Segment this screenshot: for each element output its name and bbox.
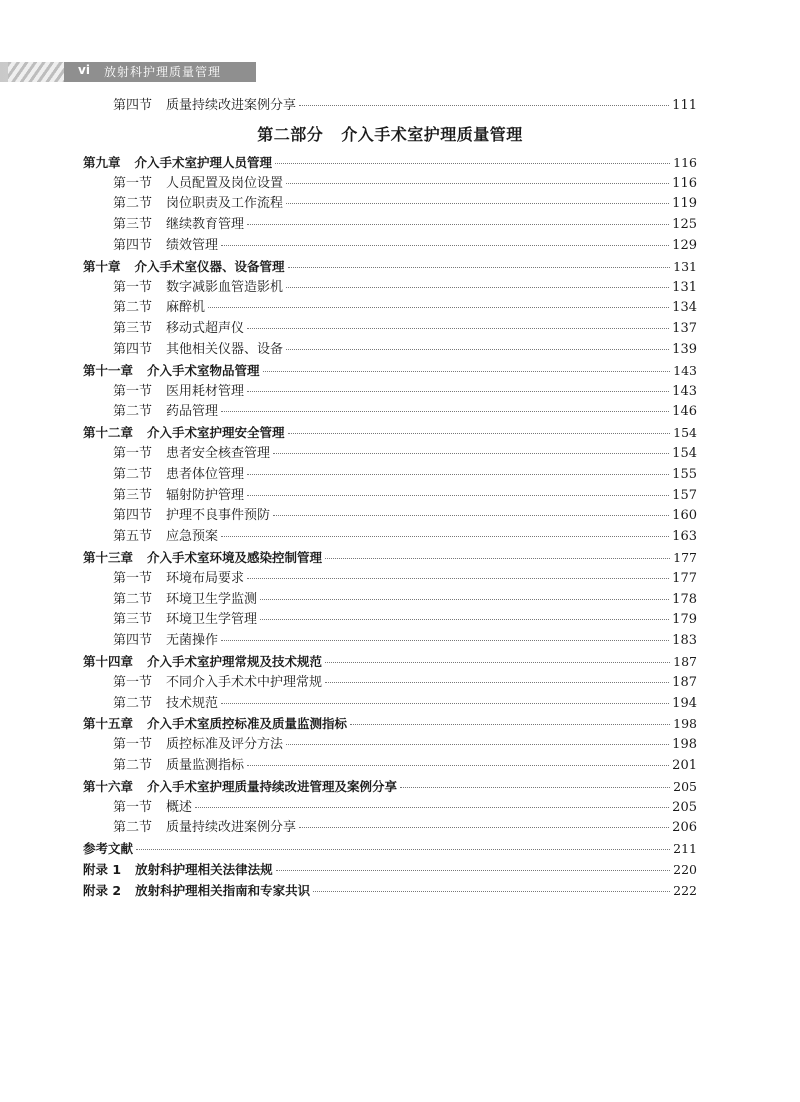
dot-leader [221, 535, 669, 537]
section-label: 第一节 [113, 445, 153, 461]
toc-entry-section[interactable] [83, 96, 697, 117]
section-label: 第二节 [113, 404, 153, 420]
toc-entry-section[interactable] [83, 298, 697, 319]
section-label: 附录 2 [83, 882, 122, 898]
dot-leader [221, 702, 669, 704]
page-number: 160 [672, 508, 697, 524]
page-number: 116 [673, 154, 697, 170]
dot-leader [260, 618, 669, 620]
toc-entry-chapter[interactable] [83, 153, 697, 174]
dot-leader [273, 514, 669, 516]
page-number: 146 [672, 404, 697, 420]
dot-leader [325, 661, 670, 663]
toc-entry-section[interactable] [83, 631, 697, 652]
page-number: 179 [672, 612, 697, 628]
page-number: 129 [672, 237, 697, 253]
chapter-title: 介入手术室物品管理 [147, 362, 260, 378]
chapter-label: 第十六章 [83, 778, 134, 794]
section-label: 第五节 [113, 529, 153, 545]
section-title: 应急预案 [166, 529, 219, 545]
section-label: 第二节 [113, 196, 153, 212]
page-number: 177 [672, 570, 697, 586]
toc-body [83, 153, 697, 902]
section-title: 放射科护理相关法律法规 [135, 861, 273, 877]
toc-entry-section[interactable] [83, 673, 697, 694]
dot-leader [286, 286, 669, 288]
page-number: 198 [673, 716, 697, 732]
chapter-title: 介入手术室护理安全管理 [147, 425, 285, 441]
section-title: 医用耗材管理 [166, 383, 245, 399]
section-label: 第三节 [113, 487, 153, 503]
page-number: 116 [672, 175, 697, 191]
section-title: 辐射防护管理 [166, 487, 245, 503]
section-label: 第二节 [113, 300, 153, 316]
section-title: 绩效管理 [166, 237, 219, 253]
section-title: 环境布局要求 [166, 570, 245, 586]
dot-leader [299, 826, 669, 828]
page-number: 211 [673, 841, 697, 857]
toc-entry-section[interactable] [83, 174, 697, 195]
dot-leader [247, 327, 669, 329]
toc-entry-back-matter[interactable] [83, 860, 697, 881]
toc-entry-section[interactable] [83, 590, 697, 611]
page-number: 134 [672, 300, 697, 316]
section-title: 放射科护理相关指南和专家共识 [135, 882, 311, 898]
section-title: 继续教育管理 [166, 217, 245, 233]
dot-leader [247, 494, 669, 496]
toc-entry-back-matter[interactable] [83, 881, 697, 902]
section-label: 参考文献 [83, 841, 134, 857]
part-label: 第二部分 [257, 124, 324, 144]
section-label: 第二节 [113, 820, 153, 836]
section-label: 第一节 [113, 570, 153, 586]
dot-leader [273, 452, 669, 454]
dot-leader [325, 681, 669, 683]
dot-leader [221, 410, 669, 412]
toc-entry-section[interactable] [83, 402, 697, 423]
chapter-title: 介入手术室护理常规及技术规范 [147, 653, 323, 669]
page-number: 163 [672, 529, 697, 545]
dot-leader [263, 370, 671, 372]
page-number: 111 [672, 98, 697, 113]
dot-leader [350, 723, 670, 725]
section-title: 质控标准及评分方法 [166, 737, 284, 753]
page-number: 187 [673, 653, 697, 669]
section-title: 患者安全核查管理 [166, 445, 271, 461]
chapter-title: 介入手术室质控标准及质量监测指标 [147, 716, 348, 732]
section-label: 附录 1 [83, 861, 122, 877]
toc-entry-chapter[interactable] [83, 777, 697, 798]
section-label: 第一节 [113, 175, 153, 191]
section-title: 环境卫生学管理 [166, 612, 258, 628]
toc-entry-section[interactable] [83, 444, 697, 465]
dot-leader [286, 743, 669, 745]
page-number: 205 [673, 778, 697, 794]
section-label: 第一节 [113, 279, 153, 295]
section-title: 质量监测指标 [166, 757, 245, 773]
toc-entry-section[interactable] [83, 527, 697, 548]
chapter-label: 第十四章 [83, 653, 134, 669]
toc-entry-section[interactable] [83, 756, 697, 777]
toc-entry-chapter[interactable] [83, 361, 697, 382]
page-number: 139 [672, 341, 697, 357]
dot-leader [299, 104, 669, 106]
section-label: 第四节 [113, 508, 153, 524]
toc-entry-section[interactable] [83, 382, 697, 403]
toc-entry-back-matter[interactable] [83, 839, 697, 860]
chapter-title: 介入手术室仪器、设备管理 [134, 258, 285, 274]
chapter-label: 第十二章 [83, 425, 134, 441]
section-title: 岗位职责及工作流程 [166, 196, 284, 212]
chapter-label: 第十五章 [83, 716, 134, 732]
section-title: 无菌操作 [166, 633, 219, 649]
dot-leader [195, 806, 669, 808]
section-title: 其他相关仪器、设备 [166, 341, 284, 357]
page-number: 143 [672, 383, 697, 399]
header-page-number: vi [78, 63, 90, 77]
page-number: 183 [672, 633, 697, 649]
dot-leader [136, 848, 670, 850]
page-number: 119 [672, 196, 697, 212]
page-number: 220 [673, 861, 697, 877]
header-book-title: 放射科护理质量管理 [104, 65, 222, 79]
toc-entry-section[interactable] [83, 236, 697, 257]
toc-entry-section[interactable] [83, 340, 697, 361]
toc-entry-chapter[interactable] [83, 652, 697, 673]
dot-leader [286, 348, 669, 350]
section-title: 质量持续改进案例分享 [166, 820, 297, 836]
section-title: 质量持续改进案例分享 [166, 98, 297, 113]
toc-entry-chapter[interactable] [83, 423, 697, 444]
section-label: 第二节 [113, 695, 153, 711]
chapter-label: 第十章 [83, 258, 121, 274]
dot-leader [275, 162, 670, 164]
dot-leader [247, 390, 669, 392]
dot-leader [288, 266, 671, 268]
dot-leader [325, 557, 670, 559]
section-title: 不同介入手术术中护理常规 [166, 674, 323, 690]
dot-leader [276, 869, 671, 871]
table-of-contents [83, 96, 697, 901]
chapter-title: 介入手术室环境及感染控制管理 [147, 549, 323, 565]
section-title: 药品管理 [166, 404, 219, 420]
section-title: 麻醉机 [166, 300, 206, 316]
section-label: 第三节 [113, 217, 153, 233]
toc-entry-section[interactable] [83, 465, 697, 486]
section-title: 移动式超声仪 [166, 321, 245, 337]
chapter-label: 第十三章 [83, 549, 134, 565]
page-number: 206 [672, 820, 697, 836]
page-number: 205 [672, 799, 697, 815]
section-label: 第一节 [113, 383, 153, 399]
section-label: 第二节 [113, 591, 153, 607]
section-label: 第一节 [113, 737, 153, 753]
dot-leader [221, 639, 669, 641]
dot-leader [247, 223, 669, 225]
toc-entry-section[interactable] [83, 278, 697, 299]
section-title: 环境卫生学监测 [166, 591, 258, 607]
section-label: 第三节 [113, 321, 153, 337]
section-label: 第一节 [113, 799, 153, 815]
page-number: 143 [673, 362, 697, 378]
toc-entry-chapter[interactable] [83, 548, 697, 569]
page-number: 131 [673, 258, 697, 274]
toc-entry-section[interactable] [83, 798, 697, 819]
page-number: 177 [673, 549, 697, 565]
toc-entry-section[interactable] [83, 610, 697, 631]
section-label: 第二节 [113, 757, 153, 773]
toc-entry-section[interactable] [83, 818, 697, 839]
section-title: 人员配置及岗位设置 [166, 175, 284, 191]
page-number: 198 [672, 737, 697, 753]
toc-entry-section[interactable] [83, 735, 697, 756]
section-title: 数字减影血管造影机 [166, 279, 284, 295]
page-number: 154 [673, 425, 697, 441]
toc-entry-section[interactable] [83, 694, 697, 715]
page-number: 178 [672, 591, 697, 607]
toc-entry-section[interactable] [83, 319, 697, 340]
page-number: 154 [672, 445, 697, 461]
section-title: 技术规范 [166, 695, 219, 711]
part-heading [83, 117, 697, 153]
toc-entry-section[interactable] [83, 506, 697, 527]
dot-leader [286, 202, 669, 204]
page-number: 125 [672, 217, 697, 233]
toc-entry-section[interactable] [83, 486, 697, 507]
section-label: 第四节 [113, 633, 153, 649]
part-title: 介入手术室护理质量管理 [341, 124, 523, 144]
dot-leader [221, 244, 669, 246]
section-title: 患者体位管理 [166, 466, 245, 482]
section-label: 第二节 [113, 466, 153, 482]
dot-leader [260, 598, 669, 600]
section-label: 第一节 [113, 674, 153, 690]
section-title: 护理不良事件预防 [166, 508, 271, 524]
toc-entry-chapter[interactable] [83, 257, 697, 278]
dot-leader [208, 306, 669, 308]
chapter-title: 介入手术室护理质量持续改进管理及案例分享 [147, 778, 398, 794]
toc-entry-section[interactable] [83, 569, 697, 590]
page-number: 194 [672, 695, 697, 711]
section-label: 第四节 [113, 98, 153, 113]
chapter-title: 介入手术室护理人员管理 [134, 154, 273, 170]
section-label: 第四节 [113, 341, 153, 357]
dot-leader [247, 473, 669, 475]
dot-leader [288, 432, 671, 434]
page-number: 155 [672, 466, 697, 482]
dot-leader [313, 890, 670, 892]
toc-entry-section[interactable] [83, 215, 697, 236]
page-number: 222 [673, 882, 697, 898]
section-label: 第四节 [113, 237, 153, 253]
page-number: 131 [672, 279, 697, 295]
dot-leader [247, 577, 669, 579]
page-number: 201 [672, 757, 697, 773]
dot-leader [286, 182, 669, 184]
section-title: 概述 [166, 799, 193, 815]
dot-leader [400, 786, 670, 788]
toc-entry-chapter[interactable] [83, 714, 697, 735]
page-number: 187 [672, 674, 697, 690]
section-label: 第三节 [113, 612, 153, 628]
chapter-label: 第十一章 [83, 362, 134, 378]
chapter-label: 第九章 [83, 154, 121, 170]
dot-leader [247, 764, 669, 766]
toc-entry-section[interactable] [83, 194, 697, 215]
page-number: 137 [672, 321, 697, 337]
page-number: 157 [672, 487, 697, 503]
